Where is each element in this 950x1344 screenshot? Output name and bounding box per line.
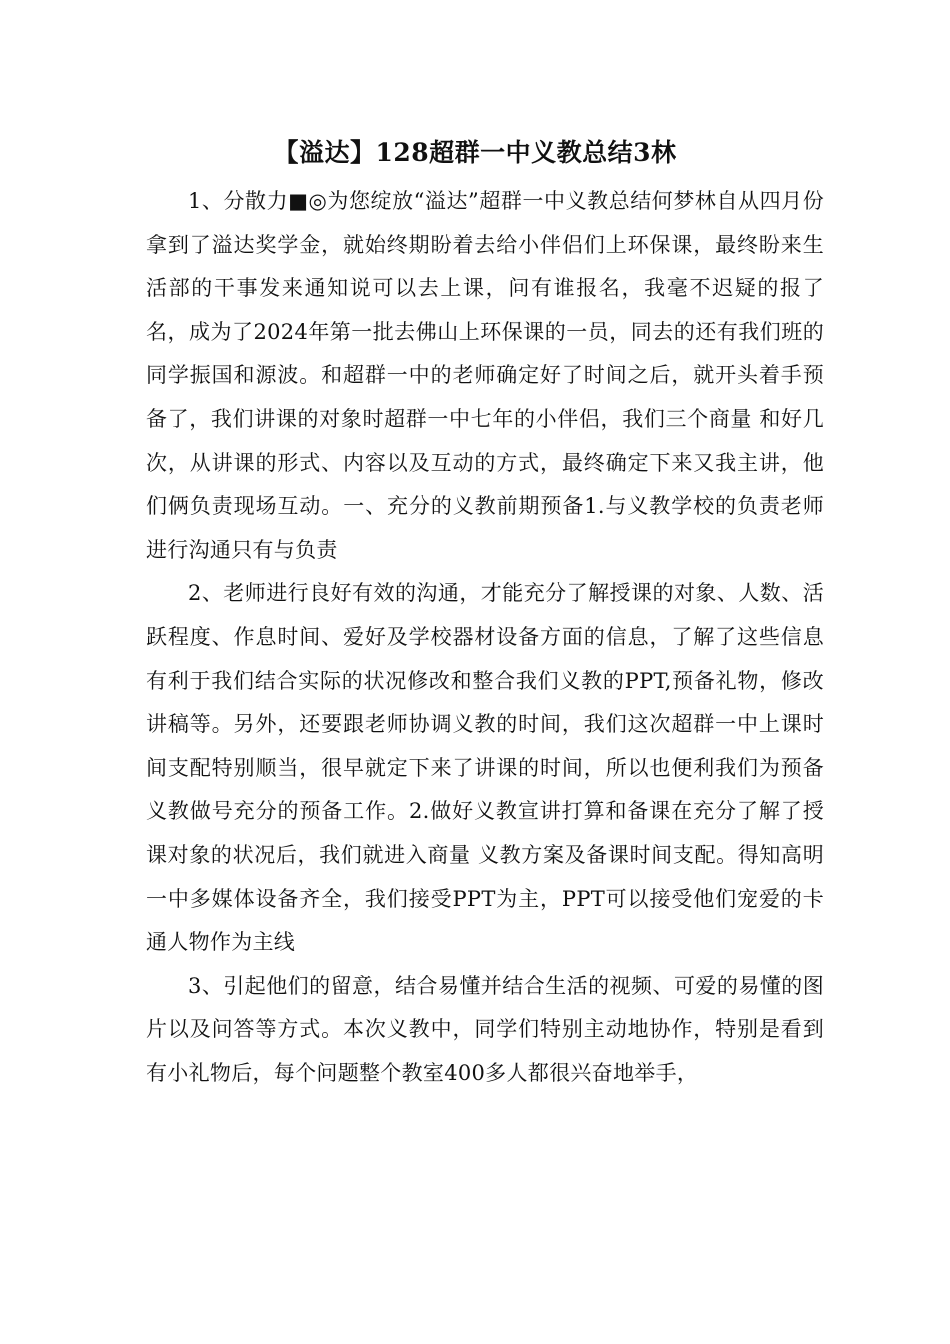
document-title: 【溢达】128超群一中义教总结3林	[273, 138, 677, 167]
paragraph-1: 1、分散力■◎为您绽放“溢达”超群一中义教总结何梦林自从四月份拿到了溢达奖学金，就始终期盼着去给小伴侣们上环保课，最终盼来生活部的干事发来通知说可以去上课，问有谁报名，我毫不迟疑的报了名，成为了2024年第一批去佛山上环保课的一员，同去的还有我们班的同学振国和源波。和超群一中的老师确定好了时间之后，就开头着手预备了，我们讲课的对象时超群一中七年的小伴侣，我们三个商量 和好几次，从讲课的形式、内容以及互动的方式，最终确定下来又我主讲，他们俩负责现场互动。一、充分的义教前期预备1.与义教学校的负责老师进行沟通只有与负责	[146, 189, 824, 562]
paragraph-3: 3、引起他们的留意，结合易懂并结合生活的视频、可爱的易懂的图片以及问答等方式。本次义教中，同学们特别主动地协作，特别是看到有小礼物后，每个问题整个教室400多人都很兴奋地举手，	[146, 973, 824, 1085]
document-body	[146, 180, 824, 1095]
paragraph-2: 2、老师进行良好有效的沟通，才能充分了解授课的对象、人数、活跃程度、作息时间、爱好及学校器材设备方面的信息，了解了这些信息有利于我们结合实际的状况修改和整合我们义教的PPT,预备礼物，修改讲稿等。另外，还要跟老师协调义教的时间，我们这次超群一中上课时间支配特别顺当，很早就定下来了讲课的时间，所以也便利我们为预备义教做号充分的预备工作。2.做好义教宣讲打算和备课在充分了解了授课对象的状况后，我们就进入商量 义教方案及备课时间支配。得知高明一中多媒体设备齐全，我们接受PPT为主，PPT可以接受他们宠爱的卡通人物作为主线	[146, 581, 824, 955]
